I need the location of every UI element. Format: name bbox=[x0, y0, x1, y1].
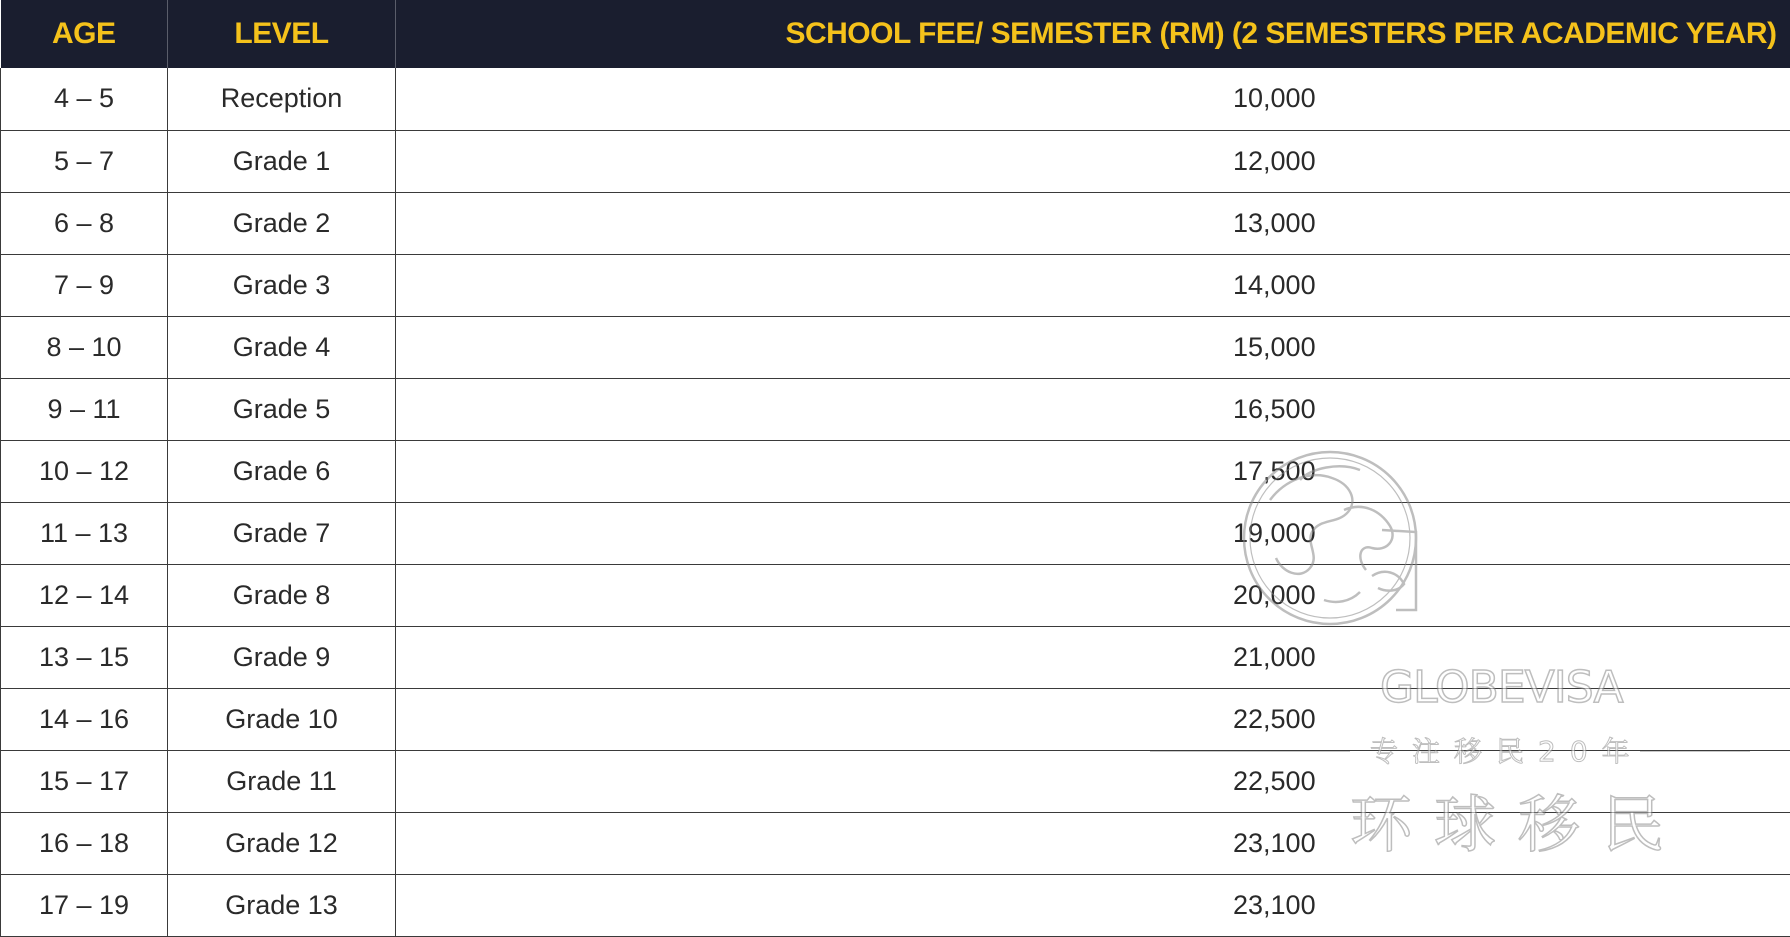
age-cell: 13 – 15 bbox=[1, 626, 168, 688]
level-cell: Grade 3 bbox=[168, 254, 396, 316]
table-row bbox=[1, 378, 1790, 440]
age-cell: 14 – 16 bbox=[1, 688, 168, 750]
age-cell: 4 – 5 bbox=[1, 68, 168, 130]
watermark-brand: GLOBEVISA bbox=[1380, 662, 1623, 713]
table-row bbox=[1, 254, 1790, 316]
header-school-fee: SCHOOL FEE/ SEMESTER (RM) (2 SEMESTERS PER ACADEMIC YEAR) bbox=[396, 0, 1790, 68]
level-cell: Grade 9 bbox=[168, 626, 396, 688]
fee-cell: 17,500 bbox=[396, 440, 1790, 502]
fee-cell: 23,100 bbox=[396, 812, 1790, 874]
level-cell: Grade 8 bbox=[168, 564, 396, 626]
age-cell: 5 – 7 bbox=[1, 130, 168, 192]
header-age: AGE bbox=[1, 0, 168, 68]
level-cell: Grade 4 bbox=[168, 316, 396, 378]
fee-cell: 12,000 bbox=[396, 130, 1790, 192]
table-row bbox=[1, 626, 1790, 688]
fee-cell: 14,000 bbox=[396, 254, 1790, 316]
table-row bbox=[1, 440, 1790, 502]
fee-cell: 15,000 bbox=[396, 316, 1790, 378]
age-cell: 6 – 8 bbox=[1, 192, 168, 254]
age-cell: 7 – 9 bbox=[1, 254, 168, 316]
fee-cell: 16,500 bbox=[396, 378, 1790, 440]
age-cell: 12 – 14 bbox=[1, 564, 168, 626]
fee-cell: 13,000 bbox=[396, 192, 1790, 254]
fee-cell: 21,000 bbox=[396, 626, 1790, 688]
age-cell: 9 – 11 bbox=[1, 378, 168, 440]
age-cell: 8 – 10 bbox=[1, 316, 168, 378]
fee-cell: 10,000 bbox=[396, 68, 1790, 130]
level-cell: Grade 1 bbox=[168, 130, 396, 192]
age-cell: 10 – 12 bbox=[1, 440, 168, 502]
table-row bbox=[1, 68, 1790, 130]
header-level: LEVEL bbox=[168, 0, 396, 68]
level-cell: Grade 13 bbox=[168, 874, 396, 936]
fee-cell: 22,500 bbox=[396, 688, 1790, 750]
age-cell: 11 – 13 bbox=[1, 502, 168, 564]
table-row bbox=[1, 812, 1790, 874]
table-row bbox=[1, 502, 1790, 564]
fee-cell: 23,100 bbox=[396, 874, 1790, 936]
fee-cell: 22,500 bbox=[396, 750, 1790, 812]
table-row bbox=[1, 874, 1790, 936]
level-cell: Grade 2 bbox=[168, 192, 396, 254]
table-row bbox=[1, 192, 1790, 254]
table-row bbox=[1, 316, 1790, 378]
fee-cell: 19,000 bbox=[396, 502, 1790, 564]
age-cell: 17 – 19 bbox=[1, 874, 168, 936]
watermark-tagline: 专注移民20年 bbox=[1370, 735, 1644, 768]
level-cell: Grade 7 bbox=[168, 502, 396, 564]
table-header bbox=[1, 0, 1790, 68]
table-body bbox=[1, 68, 1790, 936]
table-row bbox=[1, 564, 1790, 626]
level-cell: Grade 11 bbox=[168, 750, 396, 812]
level-cell: Grade 6 bbox=[168, 440, 396, 502]
age-cell: 15 – 17 bbox=[1, 750, 168, 812]
table-row bbox=[1, 750, 1790, 812]
level-cell: Reception bbox=[168, 68, 396, 130]
fee-cell: 20,000 bbox=[396, 564, 1790, 626]
level-cell: Grade 12 bbox=[168, 812, 396, 874]
level-cell: Grade 10 bbox=[168, 688, 396, 750]
level-cell: Grade 5 bbox=[168, 378, 396, 440]
header-row bbox=[1, 0, 1790, 68]
table-row bbox=[1, 688, 1790, 750]
table-row bbox=[1, 130, 1790, 192]
watermark-chinese-name: 环球移民 bbox=[1350, 788, 1687, 861]
age-cell: 16 – 18 bbox=[1, 812, 168, 874]
